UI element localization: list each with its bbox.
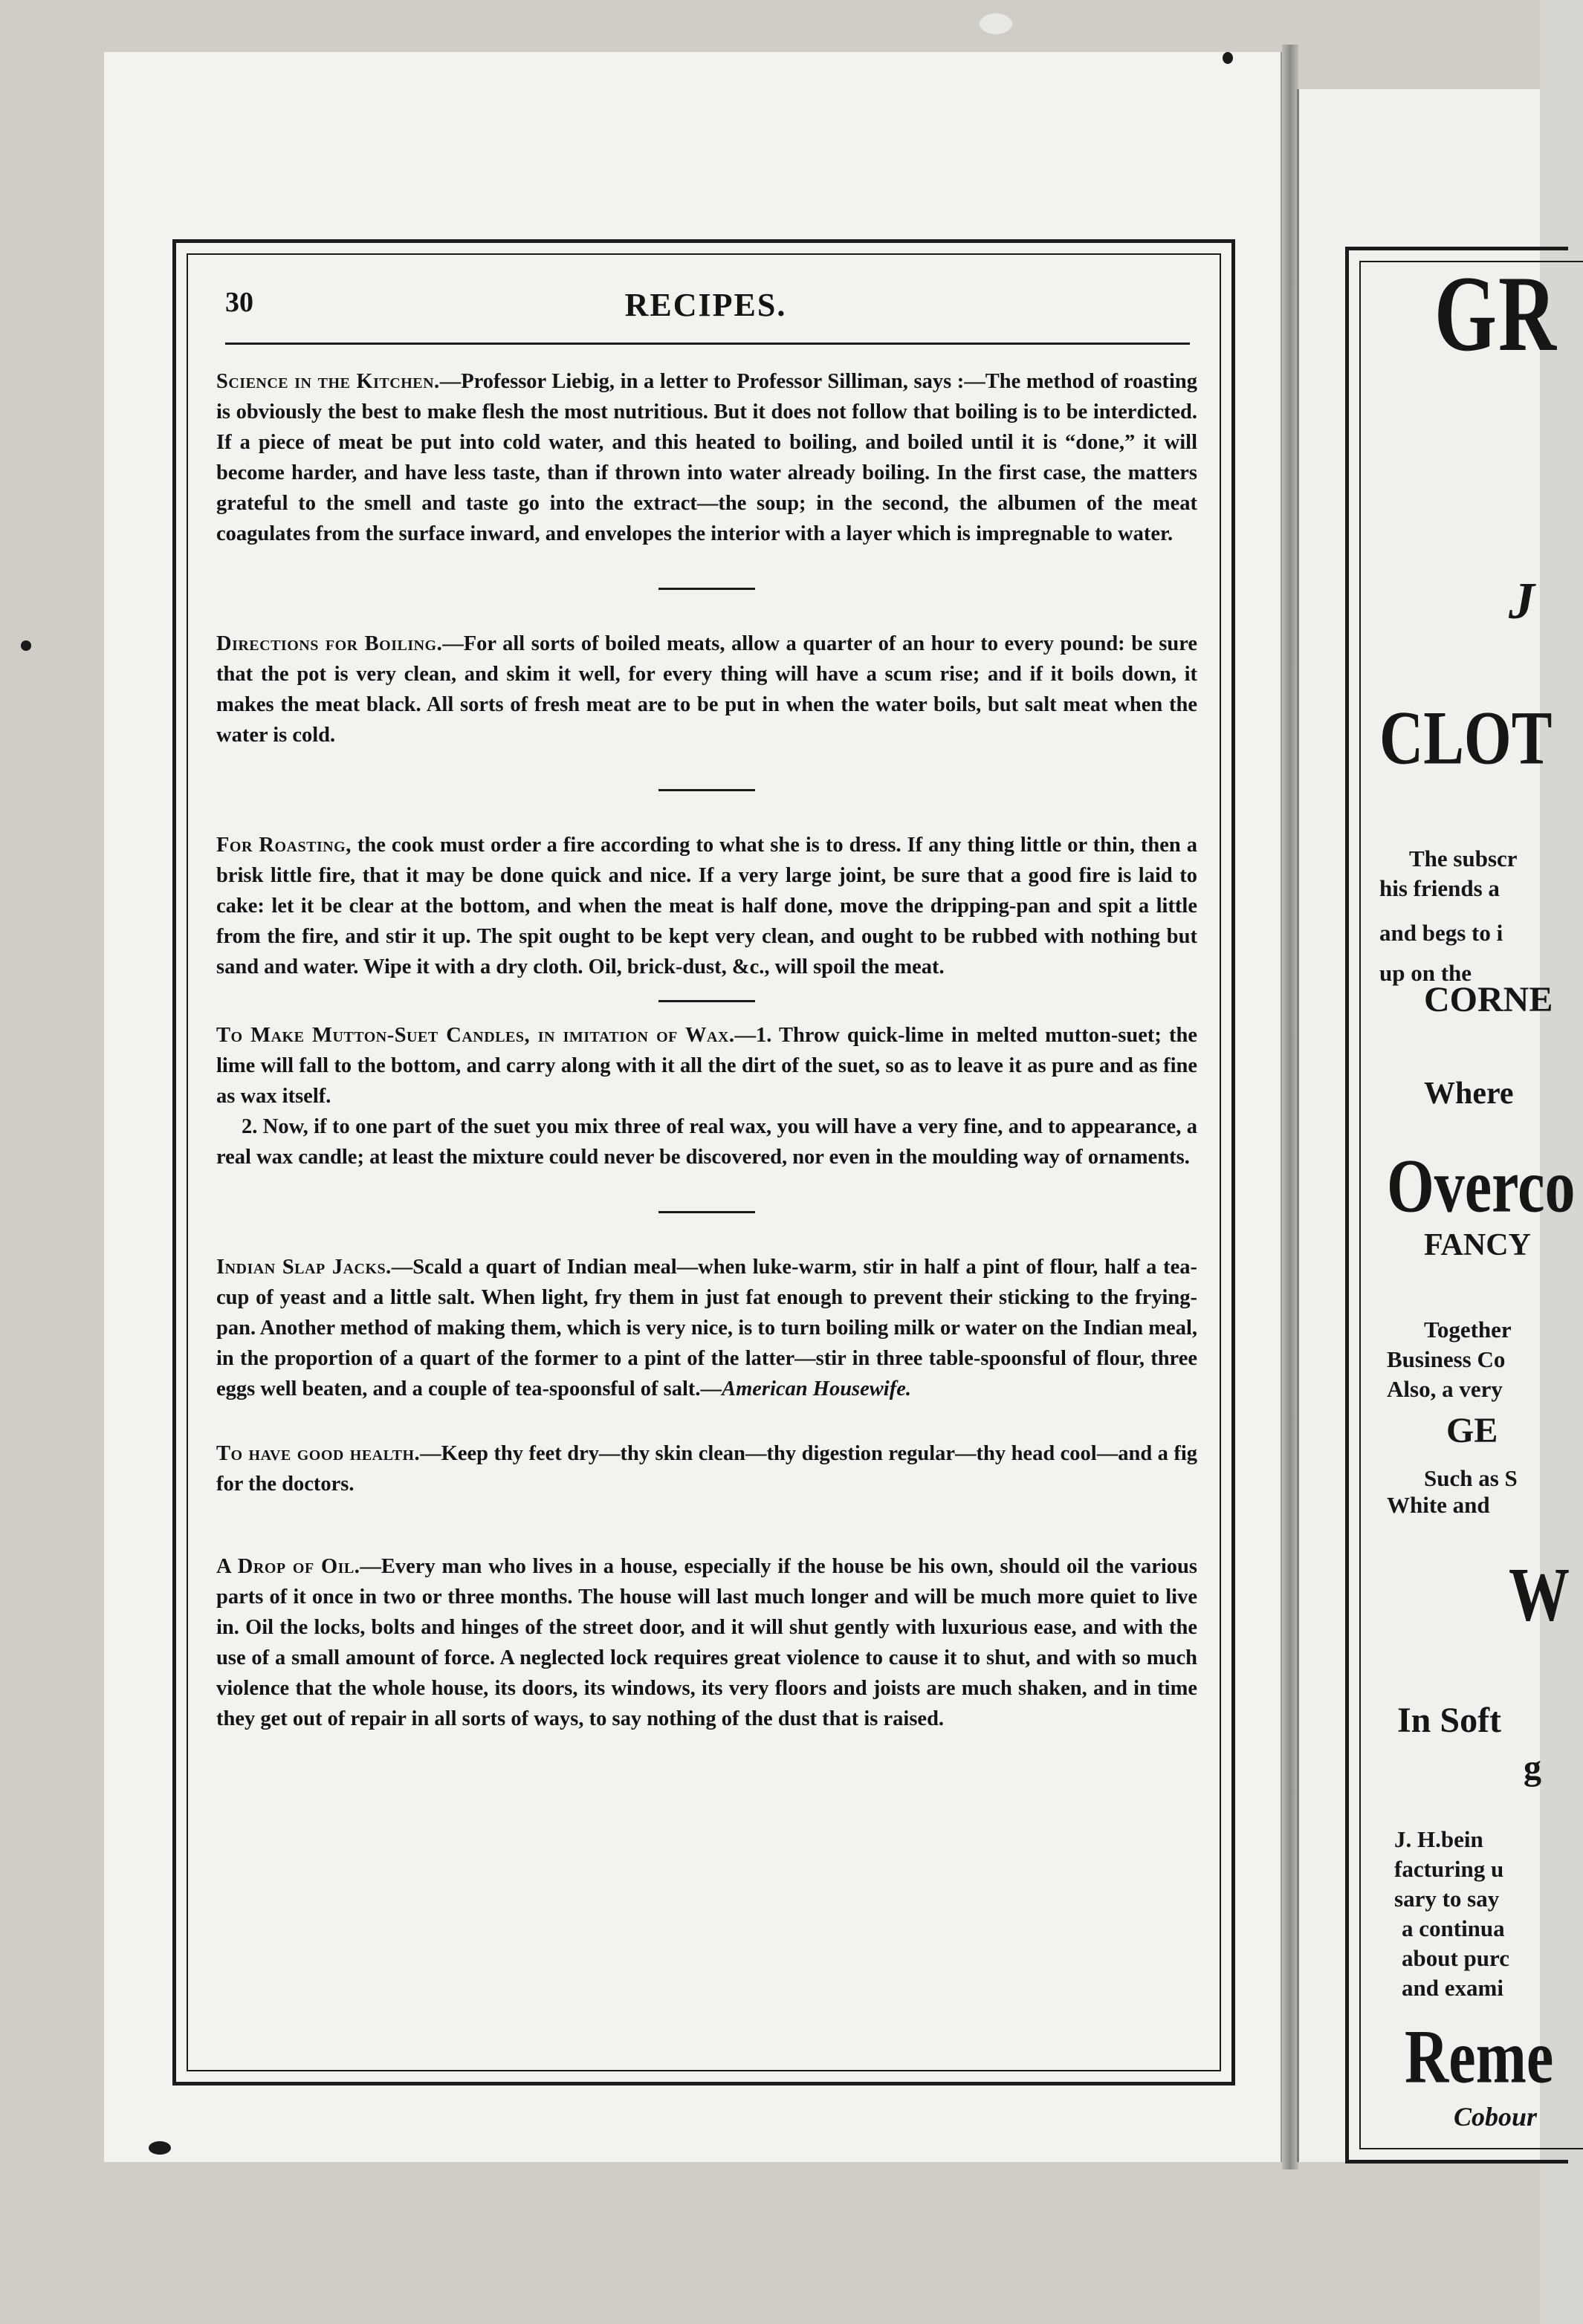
ad-text-line: up on the	[1379, 960, 1472, 986]
section-divider	[658, 588, 755, 590]
page-number: 30	[225, 287, 253, 318]
recipe-indian-slap-jacks	[216, 1252, 1197, 1404]
recipe-heading: For Roasting,	[216, 834, 352, 857]
page-title: RECIPES.	[624, 287, 787, 323]
recipes-page-frame	[172, 239, 1235, 2086]
ad-text-line: J. H.bein	[1394, 1826, 1483, 1852]
header-rule	[225, 343, 1190, 345]
recipe-science-in-the-kitchen	[216, 366, 1197, 549]
ad-overcoats-heading: Overco	[1387, 1143, 1576, 1228]
recipe-heading: To have good health.	[216, 1442, 421, 1465]
recipe-text: —Scald a quart of Indian meal—when luke-warm, stir in half a pint of flour, half a tea-cup of yeast and a little salt. When light, fry them in just fat enough to prevent their sticking to the frying-pan. Another method of making them, which is very nice, is to turn boiling milk or water on the Indian meal, in the proportion of a quart of the former to a pint of the latter—stir in three table-spoonsful of flour, three eggs well beaten, and a couple of tea-spoonsful of salt.—	[216, 1256, 1197, 1400]
ad-text-line: Such as S	[1424, 1465, 1518, 1491]
ink-speck	[21, 640, 31, 651]
ad-corner-heading: CORNE	[1424, 980, 1553, 1019]
recipe-mutton-suet-candles-step2: 2. Now, if to one part of the suet you mix three of real wax, you will have a very fine, and to appearance, a real wax candle; at least the mixture could never be discovered, nor even in the moulding way of ornaments.	[216, 1115, 1197, 1169]
page-header	[225, 286, 1186, 338]
recipe-for-roasting	[216, 830, 1197, 982]
recipe-good-health	[216, 1438, 1197, 1499]
book-gutter	[1282, 45, 1298, 2169]
recipe-heading: To Make Mutton-Suet Candles, in imitation of Wax.	[216, 1024, 735, 1047]
recipe-text: —1. Throw quick-lime in melted mutton-suet; the lime will fall to the bottom, and carry along with it all the dirt of the suet, so as to leave it as pure and as fine as wax itself.	[216, 1024, 1197, 1108]
ad-text-line: and exami	[1402, 1975, 1503, 2001]
recipe-text: —Keep thy feet dry—thy skin clean—thy digestion regular—thy head cool—and a fig for the doctors.	[216, 1442, 1198, 1496]
section-divider	[658, 789, 755, 791]
recipe-heading: A Drop of Oil.	[216, 1555, 360, 1578]
ad-text-line: and begs to i	[1379, 920, 1503, 946]
section-divider	[658, 1000, 755, 1002]
ad-town: Cobour	[1454, 2102, 1538, 2132]
ad-text-line: Also, a very	[1387, 1376, 1503, 1402]
section-divider	[658, 1211, 755, 1213]
ad-initial: J	[1509, 573, 1535, 630]
ad-text-line: White and	[1387, 1492, 1490, 1518]
recipe-text: —For all sorts of boiled meats, allow a quarter of an hour to every pound: be sure that the pot is very clean, and skim it well, for every thing will have a scum rise; and if it boils down, it makes the meat black. All sorts of fresh meat are to be put in when the water boils, but salt meat when the water is cold.	[216, 632, 1197, 747]
recipe-heading: Indian Slap Jacks.	[216, 1256, 392, 1279]
ad-text-line: facturing u	[1394, 1856, 1504, 1882]
ink-speck	[1223, 52, 1233, 64]
paper-fleck	[980, 13, 1012, 34]
ad-text-line: Business Co	[1387, 1346, 1506, 1372]
ad-text-line: a continua	[1402, 1915, 1505, 1941]
ad-text-line: The subscr	[1409, 845, 1518, 872]
ad-text-line: Together	[1424, 1317, 1512, 1343]
ad-text-line: Where	[1424, 1077, 1514, 1111]
ad-soft-heading: In Soft	[1397, 1701, 1502, 1740]
ad-text-line: about purc	[1402, 1945, 1509, 1971]
ad-text-line: sary to say	[1394, 1886, 1500, 1912]
recipe-text: the cook must order a fire according to what she is to dress. If any thing little or thin, then a brisk little fire, that it may be done quick and nice. If a very large joint, be sure that a good fire is laid to cake: let it be clear at the bottom, and when the meat is half done, move the dripping-pan and spit a little from the fire, and stir it up. The spit ought to be kept very clean, and ought to be rubbed with nothing but sand and water. Wipe it with a dry cloth. Oil, brick-dust, &c., will spoil the meat.	[216, 834, 1197, 978]
ad-text-fragment: g	[1524, 1748, 1541, 1788]
recipe-text: —Professor Liebig, in a letter to Professor Silliman, says :—The method of roasting is obviously the best to make flesh the most nutritious. But it does not follow that boiling is to be interdicted. If a piece of meat be put into cold water, and this heated to boiling, and boiled until it is “done,” it will become harder, and have less taste, than if thrown into water already boiling. In the first case, the matters grateful to the smell and taste go into the extract—the soup; in the second, the albumen of the meat coagulates from the surface inward, and envelopes the interior with a layer which is impregnable to water.	[216, 370, 1197, 545]
recipe-heading: Directions for Boiling.	[216, 632, 443, 655]
recipe-drop-of-oil	[216, 1551, 1197, 1734]
right-page	[1297, 89, 1576, 2162]
ad-initial-w: W	[1509, 1552, 1570, 1637]
recipe-mutton-suet-candles	[216, 1020, 1197, 1111]
ad-remember-heading: Reme	[1405, 2014, 1554, 2099]
ad-gents-heading: GE	[1446, 1411, 1498, 1450]
ad-text-line: his friends a	[1379, 875, 1500, 901]
ad-fancy-heading: FANCY	[1424, 1228, 1531, 1262]
ink-speck	[149, 2141, 171, 2155]
recipes-body	[216, 366, 1197, 1734]
recipe-text: —Every man who lives in a house, especially if the house be his own, should oil the various parts of it once in two or three months. The house will last much longer and will be much more quiet to live in. Oil the locks, bolts and hinges of the street door, and it will shut gently with luxurious ease, and with the use of a small amount of force. A neglected lock requires great violence to cause it to shut, and with so much violence that the whole house, its doors, its windows, its very floors and joists are much shaken, and in time they get out of repair in all sorts of ways, to say nothing of the dust that is raised.	[216, 1555, 1197, 1730]
recipe-credit: American Housewife.	[722, 1377, 911, 1400]
ad-clothing-heading: CLOT	[1379, 695, 1553, 780]
ad-heading: GR	[1434, 254, 1558, 374]
recipe-heading: Science in the Kitchen.	[216, 370, 440, 393]
recipe-directions-for-boiling	[216, 629, 1197, 750]
